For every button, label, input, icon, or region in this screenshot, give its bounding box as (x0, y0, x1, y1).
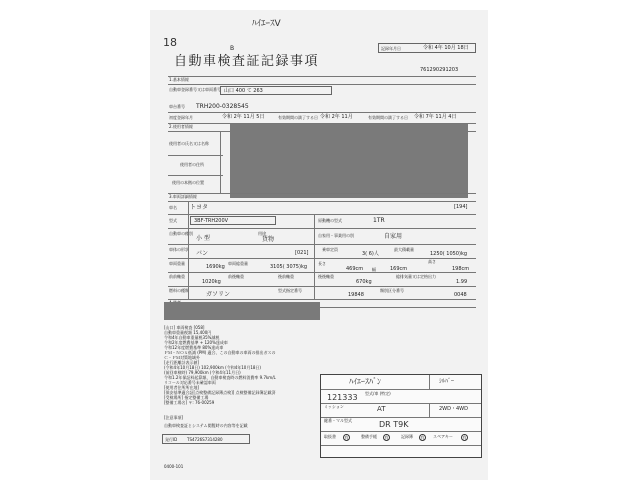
first-registration: 令和 2年 11月 5日 (222, 114, 265, 120)
dealer-sticker: ﾊｲｴｰｽﾊﾞﾝ ｼﾙﾊﾞｰ 型式/車 (特定) 121333 ミッション AT 2WD・4WD 鍵番・マル型式 DR T9K 取扱書 有 整備手帳 有 記録簿 有 スペアキー 有 (320, 374, 482, 458)
issue-id-box: 発行ID TS4726S7314280 (162, 434, 250, 444)
remark-line: ＰＭ・ＮＯｘ低減 (PM) 適合、この自動車の車両の排出ガスの (164, 350, 276, 355)
section2-label: 2.使用者情報 (169, 124, 193, 129)
footer-code: 0400-101 (164, 464, 184, 469)
issue-id: TS4726S7314280 (187, 437, 223, 442)
remark-line: Ｃ・ＰＭ対策地域外 (164, 355, 200, 360)
remark-line: 令和1.2年保証料起算額、自動車検査時の燃料消費率 9.7km/L (164, 375, 276, 380)
redacted-user-info (230, 124, 468, 198)
check-mark: 有 (462, 435, 467, 440)
check-mark: 有 (420, 435, 425, 440)
engine-type: 1TR (373, 217, 385, 224)
section3-label: 3.車両詳細情報 (169, 194, 197, 199)
fuel-type: ガソリン (206, 291, 231, 298)
registration-number-field: 山口 400 て 263 (220, 86, 332, 95)
handwritten-note: ﾊｲｴｰｽV (252, 19, 281, 29)
remark-line: 自動車重量税額 15,400円 (164, 330, 212, 335)
type-cert-number: 19848 (348, 292, 364, 298)
remark-line: (令和4年10月18日) 102,900km (令和4年10月18日) (164, 365, 261, 370)
remark-line: [使用者住所所在地] (164, 385, 200, 390)
sticker-model-name: ﾊｲｴｰｽﾊﾞﾝ (349, 377, 381, 386)
doc-number: 761290291203 (420, 67, 459, 73)
rear-axle-weight: 670kg (356, 279, 372, 285)
remark-line: [保安基準適合証[点検整備記録簿点検]] 点検整備記録簿記載済 (164, 390, 276, 395)
length: 469cm (346, 266, 364, 272)
displacement: 1.99 (456, 279, 468, 285)
class-number: 0048 (454, 292, 467, 298)
expiry-date: 令和 2年 11月 (320, 114, 353, 120)
sticker-drive: 2WD・4WD (439, 406, 468, 412)
remark-line: (前回車検時) 79,900km (令和4年11月日) (164, 370, 241, 375)
remark-line: [整備工場名] 〒: 76-00259 (164, 400, 215, 405)
sticker-transmission: AT (377, 405, 386, 413)
sticker-key: DR T9K (379, 420, 409, 429)
redacted-remarks (164, 302, 320, 320)
issue-date-box: 記録年月日 令和 4年 10月 18日 (378, 43, 476, 53)
inspection-expiry: 令和 7年 11月 4日 (414, 114, 457, 120)
body-shape: バン (196, 250, 209, 257)
handwritten-number: 18 (163, 36, 177, 49)
vehicle-weight: 1690kg (206, 264, 225, 270)
gross-weight: 3105( 3075)kg (270, 264, 308, 270)
remark-line: [山口] 車両検査 [058] (164, 325, 205, 330)
vehicle-kind: 小 型 (196, 235, 210, 242)
page-title: 自動車検査証記録事項 (174, 54, 320, 69)
remark-line: 令和2年度燃費基準 + 120%達成車 (164, 340, 228, 345)
remark-line: リコール対応番号未確認車両 (164, 380, 216, 385)
model-field: 3BF-TRH200V (190, 216, 276, 225)
chassis-number: TRH200-0328545 (196, 103, 249, 110)
handwritten-letter: B (230, 45, 235, 52)
remark-line: 令和4年自動車重量税35%減税 (164, 335, 220, 340)
front-axle-weight: 1020kg (202, 279, 221, 285)
sticker-color: ｼﾙﾊﾞｰ (439, 378, 455, 385)
remark-line: [走行距離計表示値] (164, 360, 200, 365)
private-business: 自家用 (384, 233, 403, 240)
remark-line: [受検場所] 指定整備工場 (164, 395, 209, 400)
issue-date: 令和 4年 10月 18日 (423, 45, 469, 51)
inspection-document: ﾊｲｴｰｽV 18 B 自動車検査証記録事項 記録年月日 令和 4年 10月 18日 761290291203 1.基本情報 自動車登録番号又は車両番号 山口 400 て 263 車台番号 TRH200-0328545 初度登録年月 令和 2年 11月 5日 有効期間の満了する日 令和 2年 11月 有効期間の満了する日 令和 7年 11月 4日 2.使用者情報 使用者の氏名又は名称 使用者の住所 使用の本拠の位置 3.車両詳細情報 車名 トヨタ [194] 型式 3BF-TRH200V 原動機の型式 1TR 自動車の種別 小 型 用途 貨物 自家用・事業用の別 自家用 車体の形状 バン [021] 乗車定員 3( 6)人 最大積載量 1250( 1050)kg 車両重量 1690kg 車両総重量 3105( 3075)kg 長さ 469cm 幅 169cm 高さ 198cm 前前軸重 1020kg 前後軸重 後前軸重 後後軸重 670kg 総排気量又は定格出力 1.99 燃料の種類 ガソリン 型式指定番号 19848 類別区分番号 0048 [山口] 車両検査 [058] 自動車重量税額 15,400円 令和4年自動車重量税35%減税 令和2年度燃費基準 + 120%達成車 令和12年度燃費基準 80%達成車 ＰＭ・ＮＯｘ低減 (PM) 適合、この自動車の車両の排出ガスの Ｃ・ＰＭ対策地域外 [走行距離計表示値] (令和4年10月18日) 102,900km (令和4年10月18日) (前回車検時) 79,900km (令和4年11月日) 令和1.2年保証料起算額、自動車検査時の燃料消費率 9.7km/L リコール対応番号未確認車両 [使用者住所所在地] [保安基準適合証[点検整備記録簿点検]] 点検整備記録簿記載済 [受検場所] 指定整備工場 [整備工場名] 〒: 76-00259 [注意事項] 自動車検査証とシステム閲覧時の内容等を記載 発行ID TS4726S7314280 0400-101 ﾊｲｴｰｽﾊﾞﾝ ｼﾙﾊﾞｰ 型式/車 (特定) 121333 ミッション AT 2WD・4WD 鍵番・マル型式 DR T9K 取扱書 有 整備手帳 有 記録簿 有 スペアキー 有 (150, 10, 488, 480)
check-mark: 有 (344, 435, 349, 440)
height: 198cm (452, 266, 470, 272)
capacity: 3( 6)人 (362, 251, 379, 257)
sticker-code: 121333 (327, 393, 358, 402)
remark-line: 令和12年度燃費基準 80%達成車 (164, 345, 224, 350)
max-load: 1250( 1050)kg (430, 251, 468, 257)
maker: トヨタ (190, 204, 209, 211)
width: 169cm (390, 266, 408, 272)
notes-label: [注意事項] (164, 415, 184, 420)
notes-text: 自動車検査証とシステム閲覧時の内容等を記載 (164, 423, 248, 428)
vehicle-use: 貨物 (262, 236, 275, 243)
section1-label: 1.基本情報 (169, 77, 189, 82)
check-mark: 有 (384, 435, 389, 440)
